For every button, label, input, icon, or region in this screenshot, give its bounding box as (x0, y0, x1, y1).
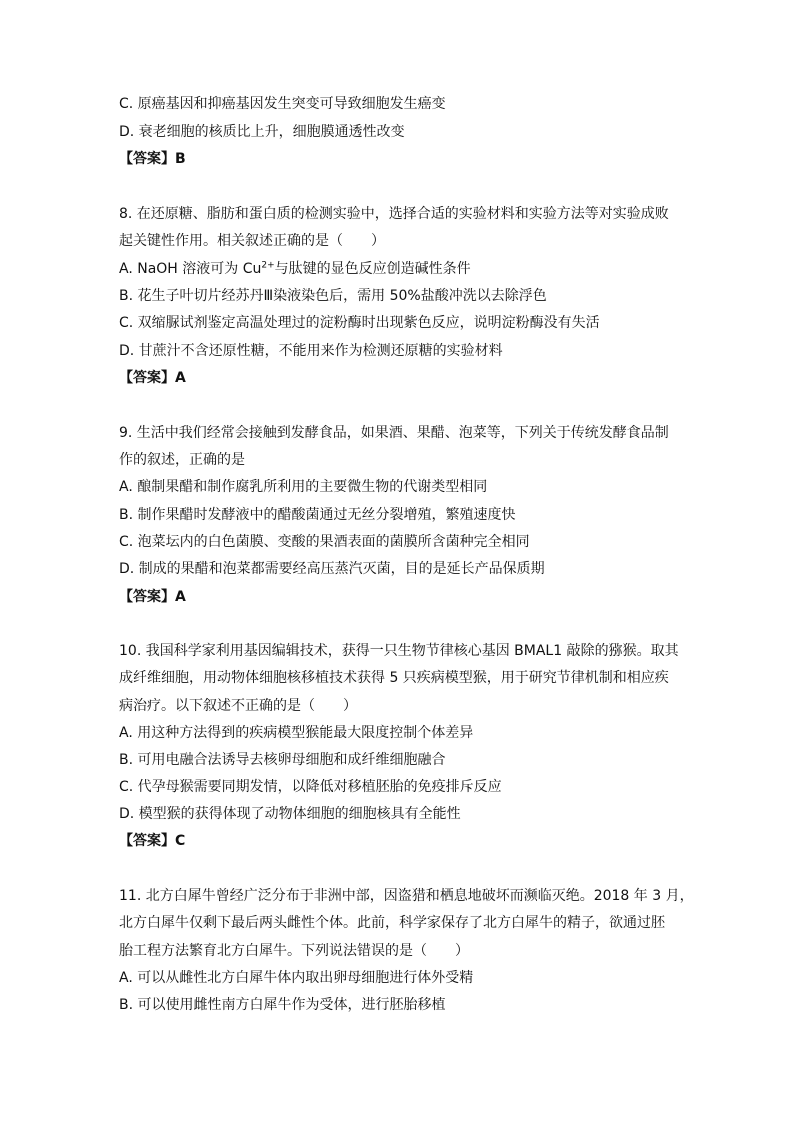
q9-option-b: B. 制作果醋时发酵液中的醋酸菌通过无丝分裂增殖，繁殖速度快 (119, 507, 516, 523)
q9-option-c: C. 泡菜坛内的白色菌膜、变酸的果酒表面的菌膜所含菌种完全相同 (119, 534, 530, 550)
q9-answer: 【答案】A (119, 589, 186, 605)
q8-stem-line-2: 起关键性作用。相关叙述正确的是（ ） (119, 233, 385, 249)
q7-option-d: D. 衰老细胞的核质比上升，细胞膜通透性改变 (119, 124, 405, 140)
q10-stem-line-3: 病治疗。以下叙述不正确的是（ ） (119, 698, 357, 714)
q8-option-b: B. 花生子叶切片经苏丹Ⅲ染液染色后，需用 50%盐酸冲洗以去除浮色 (119, 288, 547, 304)
q10-stem-line-2: 成纤维细胞，用动物体细胞核移植技术获得 5 只疾病模型猴，用于研究节律机制和相应疾 (119, 670, 669, 686)
q9-option-d: D. 制成的果醋和泡菜都需要经高压蒸汽灭菌，目的是延长产品保质期 (119, 561, 545, 577)
q7-option-c: C. 原癌基因和抑癌基因发生突变可导致细胞发生癌变 (119, 96, 446, 112)
q10-option-b: B. 可用电融合法诱导去核卵母细胞和成纤维细胞融合 (119, 752, 446, 768)
q11-option-b: B. 可以使用雌性南方白犀牛作为受体，进行胚胎移植 (119, 997, 446, 1013)
q8-option-a-prefix: A. NaOH 溶液可为 Cu (119, 261, 262, 277)
q9-stem-line-1: 9. 生活中我们经常会接触到发酵食品，如果酒、果醋、泡菜等，下列关于传统发酵食品制 (119, 425, 669, 441)
q9-option-a: A. 酿制果醋和制作腐乳所利用的主要微生物的代谢类型相同 (119, 479, 488, 495)
q10-stem-line-1: 10. 我国科学家利用基因编辑技术，获得一只生物节律核心基因 BMAL1 敲除的猕猴。取其 (119, 643, 679, 659)
q8-stem-line-1: 8. 在还原糖、脂肪和蛋白质的检测实验中，选择合适的实验材料和实验方法等对实验成败 (119, 206, 669, 222)
q8-option-c: C. 双缩脲试剂鉴定高温处理过的淀粉酶时出现紫色反应，说明淀粉酶没有失活 (119, 315, 600, 331)
q8-option-d: D. 甘蔗汁不含还原性糖，不能用来作为检测还原糖的实验材料 (119, 343, 503, 359)
q8-option-a (119, 259, 699, 279)
q11-stem-line-2: 北方白犀牛仅剩下最后两头雌性个体。此前，科学家保存了北方白犀牛的精子，欲通过胚 (119, 915, 665, 931)
q9-stem-line-2: 作的叙述，正确的是 (119, 452, 245, 468)
q10-option-d: D. 模型猴的获得体现了动物体细胞的细胞核具有全能性 (119, 806, 461, 822)
q11-stem-line-1: 11. 北方白犀牛曾经广泛分布于非洲中部，因盗猎和栖息地破坏而濒临灭绝。2018 年 3 月， (119, 888, 694, 904)
q10-option-c: C. 代孕母猴需要同期发情，以降低对移植胚胎的免疫排斥反应 (119, 779, 502, 795)
q8-answer: 【答案】A (119, 370, 186, 386)
q8-option-a-suffix: 与肽键的显色反应创造碱性条件 (274, 261, 471, 277)
q10-option-a: A. 用这种方法得到的疾病模型猴能最大限度控制个体差异 (119, 725, 474, 741)
q8-option-a-superscript: 2+ (261, 260, 275, 271)
q11-stem-line-3: 胎工程方法繁育北方白犀牛。下列说法错误的是（ ） (119, 943, 469, 959)
q7-answer: 【答案】B (119, 151, 186, 167)
q10-answer: 【答案】C (119, 833, 186, 849)
q11-option-a: A. 可以从雌性北方白犀牛体内取出卵母细胞进行体外受精 (119, 970, 474, 986)
